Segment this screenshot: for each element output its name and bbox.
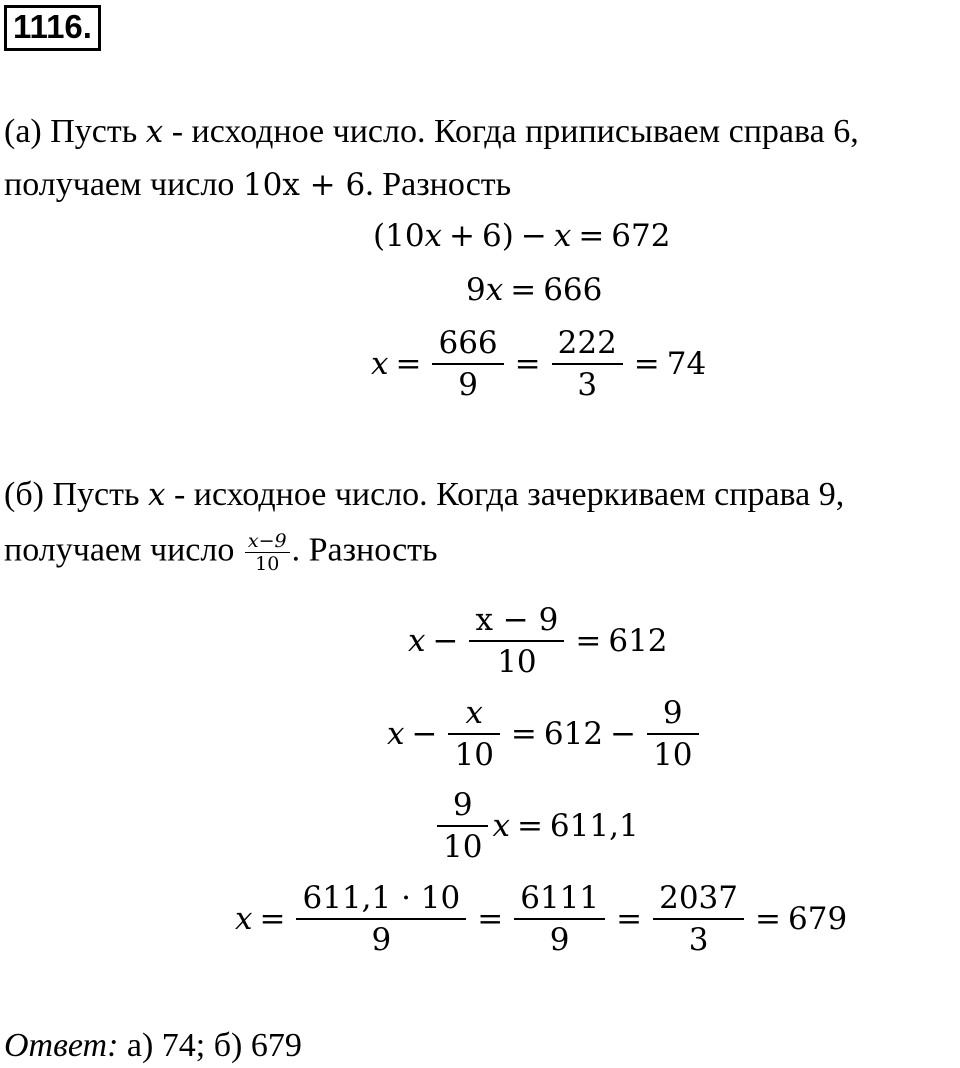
part-a-line-1-prefix: (а) Пусть [4, 113, 146, 150]
fraction-denominator: 3 [688, 922, 709, 958]
eq-operator: = [575, 623, 602, 659]
fraction-denominator: 10 [255, 553, 280, 575]
eq-term: 612 [608, 623, 668, 659]
eq-operator: − [610, 716, 637, 752]
part-a-equation-1 [0, 218, 960, 254]
part-b-line-1 [4, 475, 844, 515]
fraction-denominator: 10 [653, 737, 693, 773]
eq-operator: − [432, 623, 459, 659]
part-b-line-2-suffix: . Разность [291, 531, 438, 569]
eq-variable: x [424, 218, 443, 254]
part-a-line-2-suffix: . Разность [365, 166, 512, 203]
answer [4, 1025, 302, 1067]
fraction-numerator: 666 [438, 325, 498, 361]
part-b-equation-4 [0, 878, 960, 960]
fraction [296, 878, 466, 960]
eq-term: 666 [543, 272, 603, 308]
fraction [437, 785, 488, 867]
fraction-numerator: 222 [557, 325, 617, 361]
part-b-equation-1 [0, 600, 960, 682]
problem-number: 1116. [4, 5, 101, 51]
fraction-denominator: 10 [443, 829, 483, 865]
part-b-variable: x [147, 477, 166, 513]
fraction [552, 323, 623, 405]
eq-variable: x [371, 346, 389, 382]
part-b-equation-2 [0, 693, 960, 775]
part-a-line-1-suffix: - исходное число. Когда приписываем справа 6, [163, 113, 859, 150]
eq-operator: = [510, 716, 537, 752]
inline-fraction [245, 530, 290, 575]
part-a-expression: 10x + 6 [242, 167, 366, 203]
fraction-denominator: 9 [458, 367, 478, 403]
fraction-numerator: x − 9 [475, 602, 559, 638]
eq-variable: x [485, 272, 504, 308]
eq-operator: = [510, 272, 537, 308]
part-a-line-2-prefix: получаем число [4, 166, 243, 203]
eq-variable: x [553, 218, 572, 254]
eq-term: 6) [482, 218, 514, 254]
fraction [469, 600, 564, 682]
answer-label: Ответ: [4, 1027, 119, 1064]
eq-term: 679 [788, 901, 848, 937]
part-a-line-1 [4, 112, 859, 152]
eq-operator: = [633, 346, 660, 382]
fraction [514, 878, 605, 960]
eq-operator: = [578, 218, 605, 254]
fraction-numerator: x−9 [247, 530, 287, 552]
fraction-denominator: 10 [454, 737, 494, 773]
part-a-equation-3 [0, 323, 960, 405]
eq-operator: + [449, 218, 476, 254]
part-a-line-2 [4, 165, 511, 205]
fraction [448, 693, 499, 775]
eq-operator: = [755, 901, 781, 937]
part-a-equation-2 [0, 272, 960, 308]
fraction-numerator: 9 [662, 695, 683, 731]
eq-term: 74 [666, 346, 707, 382]
eq-variable: x [387, 716, 405, 752]
eq-operator: = [616, 901, 643, 937]
fraction-numerator: 611,1 · 10 [302, 880, 461, 916]
answer-text: а) 74; б) 679 [118, 1027, 302, 1064]
fraction-numerator: 6111 [520, 880, 600, 916]
part-b-line-2-prefix: получаем число [4, 531, 243, 569]
part-b-line-1-suffix: - исходное число. Когда зачеркиваем справа 9, [165, 476, 845, 513]
eq-operator: = [516, 808, 543, 844]
eq-operator: − [411, 716, 438, 752]
fraction-denominator: 10 [497, 644, 537, 680]
eq-operator: = [514, 346, 541, 382]
part-b-line-1-prefix: (б) Пусть [4, 476, 148, 513]
eq-term: 9 [466, 272, 486, 308]
fraction-denominator: 9 [549, 922, 570, 958]
fraction [653, 878, 744, 960]
fraction-numerator: x [465, 695, 483, 731]
fraction-numerator: 2037 [659, 880, 739, 916]
eq-term: (10 [373, 218, 425, 254]
eq-variable: x [408, 623, 426, 659]
part-b-line-2 [4, 530, 438, 575]
fraction-denominator: 3 [577, 367, 598, 403]
eq-term: 672 [611, 218, 671, 254]
fraction [647, 693, 698, 775]
eq-term: 612 [543, 716, 604, 752]
fraction [432, 323, 503, 405]
eq-variable: x [492, 808, 510, 844]
eq-term: 611,1 [549, 808, 639, 844]
eq-operator: − [520, 218, 547, 254]
eq-operator: = [395, 346, 422, 382]
eq-variable: x [235, 901, 253, 937]
eq-operator: = [477, 901, 504, 937]
fraction-denominator: 9 [371, 922, 392, 958]
part-a-variable: x [145, 114, 164, 150]
part-b-equation-3 [0, 785, 960, 867]
fraction-numerator: 9 [452, 787, 473, 823]
eq-operator: = [259, 901, 286, 937]
